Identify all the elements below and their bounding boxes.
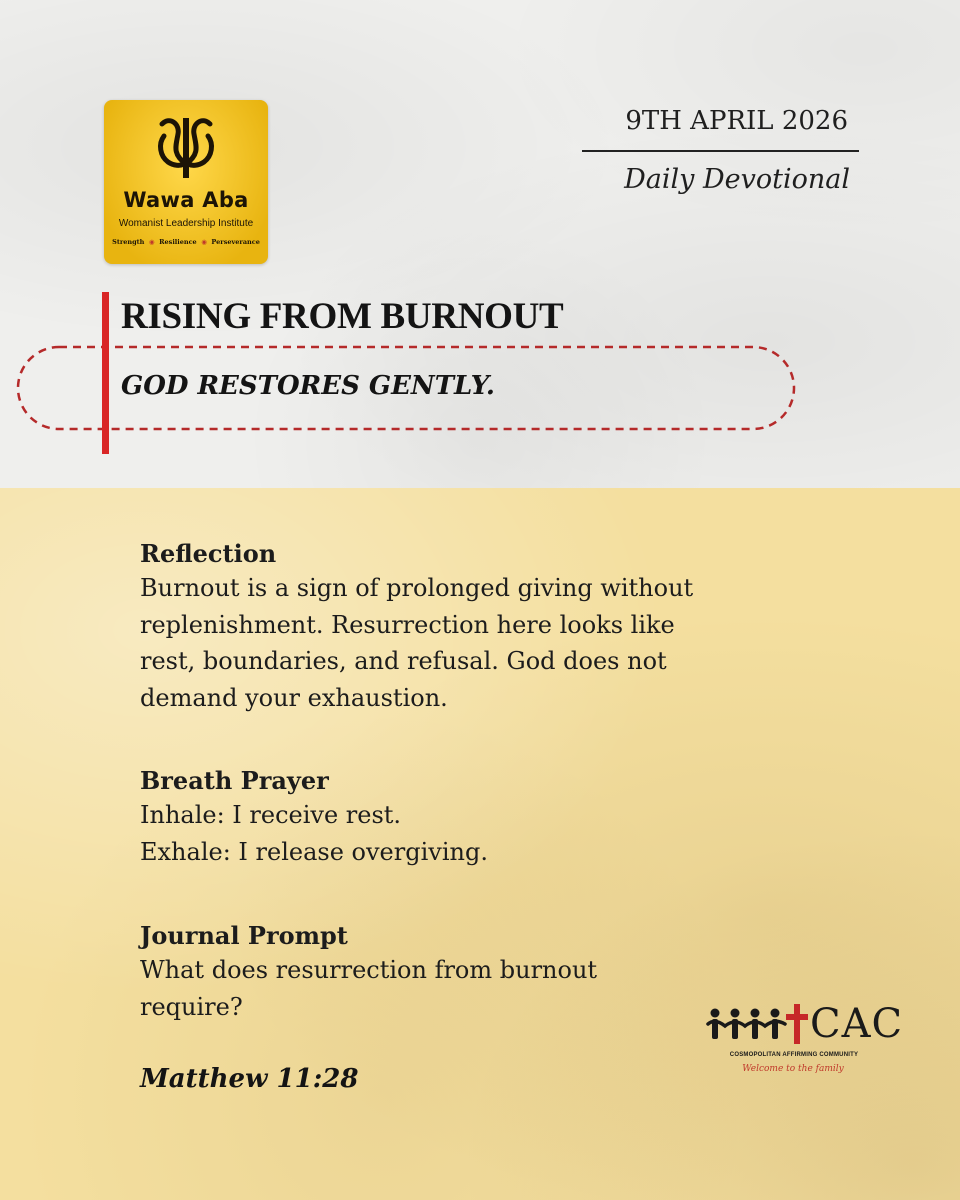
devotional-label: Daily Devotional (624, 164, 850, 195)
tagline-strength: Strength (112, 238, 145, 246)
cac-full-name: COSMOPOLITAN AFFIRMING COMMUNITY (729, 1052, 859, 1058)
reflection-section (140, 538, 840, 716)
reflection-line: replenishment. Resurrection here looks like (140, 610, 675, 639)
date-divider (582, 150, 859, 152)
adinkra-symbol-icon (154, 118, 218, 180)
cac-logo (706, 1000, 904, 1084)
breath-prayer-heading: Breath Prayer (140, 766, 329, 795)
logo-subtitle: Womanist Leadership Institute (118, 218, 254, 229)
devotional-title: RISING FROM BURNOUT (121, 296, 564, 337)
logo-tagline (106, 238, 266, 246)
cac-welcome: Welcome to the family (742, 1064, 844, 1074)
logo-name: Wawa Aba (123, 188, 249, 212)
scripture-reference: Matthew 11:28 (140, 1064, 359, 1094)
tagline-separator-icon: ◉ (198, 238, 210, 246)
journal-prompt-heading: Journal Prompt (140, 921, 348, 950)
people-cross-icon (706, 1002, 810, 1046)
devotional-subtitle: GOD RESTORES GENTLY. (121, 371, 495, 401)
devotional-date: 9TH APRIL 2026 (625, 106, 848, 136)
reflection-line: demand your exhaustion. (140, 683, 448, 712)
journal-prompt-line: What does resurrection from burnout (140, 956, 598, 984)
reflection-heading: Reflection (140, 539, 277, 568)
journal-prompt-line: require? (140, 992, 243, 1021)
title-accent-bar (102, 292, 109, 454)
breath-prayer-section (140, 765, 840, 870)
breath-prayer-line: Exhale: I release overgiving. (140, 837, 488, 866)
reflection-line: Burnout is a sign of prolonged giving without (140, 574, 694, 602)
wawa-aba-logo (104, 100, 268, 264)
tagline-separator-icon: ◉ (146, 238, 157, 246)
tagline-perseverance: Perseverance (211, 238, 260, 246)
breath-prayer-line: Inhale: I receive rest. (140, 801, 402, 829)
reflection-line: rest, boundaries, and refusal. God does not (140, 647, 667, 675)
tagline-resilience: Resilience (159, 238, 197, 246)
cac-letters: CAC (810, 1001, 904, 1047)
